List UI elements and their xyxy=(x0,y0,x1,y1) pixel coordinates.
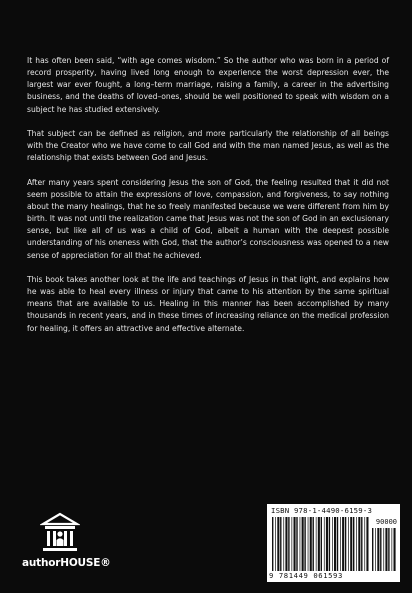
back-cover-blurb xyxy=(27,55,389,347)
barcode-bar xyxy=(275,517,276,571)
barcode-bar xyxy=(300,517,301,571)
price-code: 90000 xyxy=(375,518,397,526)
barcode-bar xyxy=(385,528,387,571)
barcode-bar xyxy=(288,517,289,571)
barcode-bar xyxy=(296,517,297,571)
barcode-bar xyxy=(326,517,328,571)
isbn-text: ISBN 978-1-4490-6159-3 xyxy=(271,506,373,515)
barcode-bar xyxy=(392,528,393,571)
barcode-bar xyxy=(313,517,314,571)
barcode-bar xyxy=(280,517,281,571)
barcode-bar xyxy=(388,528,389,571)
barcode-bar xyxy=(377,528,379,571)
blurb-paragraph-2: That subject can be defined as religion, and more particularly the relationship of all beings with the Creator who we have come to call God and with the man named Jesus, as well as the relationship that exists between God and Jesus. xyxy=(27,128,389,163)
barcode-bar xyxy=(334,517,336,571)
barcode-bar xyxy=(302,517,304,571)
barcode-bar xyxy=(380,528,381,571)
barcode-number: 9 781449 061593 xyxy=(269,571,343,580)
barcode-bar xyxy=(277,517,279,571)
publisher-name: authorHOUSE® xyxy=(22,557,111,569)
barcode-bar xyxy=(294,517,296,571)
barcode-bar xyxy=(358,517,360,571)
barcode-bar xyxy=(340,517,341,571)
barcode-bar xyxy=(321,517,322,571)
blurb-paragraph-1: It has often been said, “with age comes wisdom.” So the author who was born in a period of record prosperity, having lived long enough to experience the worst depression ever, the largest war ever fought, a long–term marriage, raising a family, a career in the advertising business, and the deaths of loved–ones, should be well positioned to speak with wisdom on a subject he has studied extensively. xyxy=(27,56,389,114)
blurb-paragraph-4: This book takes another look at the life and teachings of Jesus in that light, and explains how he was able to heal every illness or injury that came to his attention by the same spiritual means that are available to us. Healing in this manner has been accomplished by many thousands in recent years, and in these times of increasing reliance on the medical profession for healing, it offers an attractive and effective alternate. xyxy=(27,274,389,333)
barcode-bar xyxy=(383,528,384,571)
price-barcode-bars xyxy=(371,528,397,571)
barcode-bar xyxy=(272,517,273,571)
building-icon xyxy=(40,512,80,554)
barcode-bar xyxy=(342,517,344,571)
barcode-bar xyxy=(348,517,349,571)
barcode-bar xyxy=(350,517,352,571)
barcode-bar xyxy=(353,517,354,571)
barcode-bar xyxy=(372,528,373,571)
barcode-bar xyxy=(304,517,305,571)
barcode-bar xyxy=(310,517,312,571)
barcode-bar xyxy=(316,517,317,571)
barcode-bar xyxy=(356,517,357,571)
barcode-bar xyxy=(361,517,362,571)
barcode-bar xyxy=(292,517,293,571)
isbn-barcode xyxy=(267,504,400,582)
publisher-logo xyxy=(22,512,111,574)
barcode-bar xyxy=(324,517,325,571)
barcode-bar xyxy=(345,517,346,571)
barcode-bar xyxy=(318,517,320,571)
barcode-bar xyxy=(375,528,376,571)
barcode-bar xyxy=(332,517,333,571)
barcode-bar xyxy=(394,528,396,571)
blurb-paragraph-3: After many years spent considering Jesus the son of God, the feeling resulted that it did not seem possible to attain the expressions of love, compassion, and forgiveness, to say nothing about the many healings, that he so freely manifested because we were different from him by birth. It was not until the realization came that Jesus was not the son of God in an exclusionary sense, but like all of us was a child of God, albeit a human with the deepest possible understanding of his oneness with God, that the author’s consciousness was opened to a new sense of appreciation for all that he achieved. xyxy=(27,177,389,260)
barcode-bar xyxy=(329,517,330,571)
barcode-bar xyxy=(308,517,309,571)
barcode-bar xyxy=(285,517,287,571)
barcode-bar xyxy=(283,517,284,571)
barcode-bar xyxy=(366,517,368,571)
barcode-bars xyxy=(271,517,371,571)
barcode-bar xyxy=(364,517,365,571)
barcode-bar xyxy=(337,517,338,571)
